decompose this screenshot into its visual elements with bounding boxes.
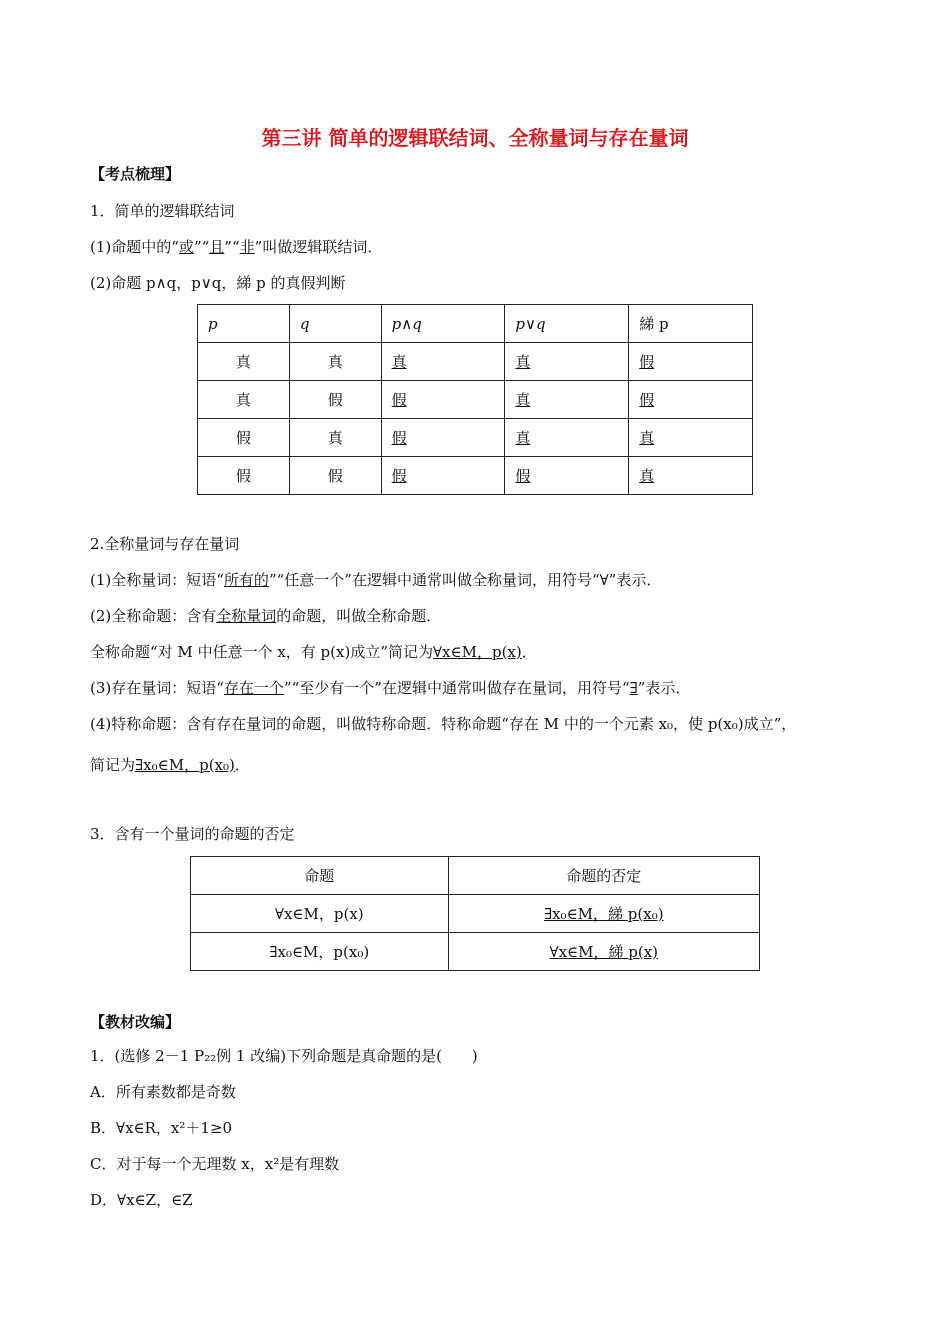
answer-and: 且 bbox=[209, 238, 225, 256]
text-fragment: ”“ bbox=[193, 238, 210, 256]
table-cell: 真 bbox=[505, 419, 629, 457]
table-cell: 假 bbox=[505, 457, 629, 495]
table-row bbox=[191, 933, 760, 971]
text-fragment: 简记为 bbox=[90, 756, 136, 774]
text-fragment: 的命题，叫做全称命题． bbox=[276, 607, 442, 625]
heading-logical-connectives: 1．简单的逻辑联结词 bbox=[90, 202, 235, 220]
table-cell: ∃x₀∈M，綈 p(x₀) bbox=[448, 895, 759, 933]
table-row bbox=[198, 419, 753, 457]
text-fragment: ”“至少有一个”在逻辑中通常叫做存在量词，用符号“ bbox=[283, 679, 630, 697]
table-header-cell: p bbox=[198, 305, 290, 343]
table-cell: 假 bbox=[629, 381, 753, 419]
table-cell: ∀x∈M，p(x) bbox=[191, 895, 449, 933]
table-cell: 真 bbox=[629, 457, 753, 495]
table-cell: 真 bbox=[198, 381, 290, 419]
table-cell: 假 bbox=[198, 457, 290, 495]
question-1: 1．(选修 2－1 P₂₂例 1 改编)下列命题是真命题的是( ) bbox=[90, 1047, 478, 1065]
negation-table bbox=[190, 856, 760, 971]
universal-proposition-line bbox=[90, 605, 441, 626]
answer-all: 所有的 bbox=[223, 571, 269, 589]
answer-there-exists: 存在一个 bbox=[223, 679, 284, 697]
table-cell: 假 bbox=[198, 419, 290, 457]
table-header-cell: p∨q bbox=[505, 305, 629, 343]
universal-quantifier-line bbox=[90, 569, 661, 590]
table-cell: 真 bbox=[198, 343, 290, 381]
table-cell: 真 bbox=[289, 419, 381, 457]
particular-notation-line bbox=[90, 754, 250, 775]
table-header-row bbox=[191, 857, 760, 895]
particular-proposition-line: (4)特称命题：含有存在量词的命题，叫做特称命题．特称命题“存在 M 中的一个元素 x₀，使 p(x₀)成立”， bbox=[90, 715, 797, 733]
table-header-cell: p∧q bbox=[381, 305, 505, 343]
text-fragment: 全称命题“对 M 中任意一个 x，有 p(x)成立”简记为 bbox=[90, 643, 433, 661]
text-fragment: ”叫做逻辑联结词． bbox=[254, 238, 383, 256]
option-c: C．对于每一个无理数 x，x²是有理数 bbox=[90, 1155, 340, 1173]
option-b: B．∀x∈R，x²＋1≥0 bbox=[90, 1119, 233, 1137]
truth-table bbox=[197, 304, 753, 495]
table-cell: 假 bbox=[629, 343, 753, 381]
text-fragment: ． bbox=[521, 643, 537, 661]
table-header-cell: 綈 p bbox=[629, 305, 753, 343]
answer-universal-notation: ∀x∈M，p(x) bbox=[433, 643, 522, 661]
truth-table-caption: (2)命题 p∧q，p∨q，綈 p 的真假判断 bbox=[90, 274, 346, 292]
text-fragment: ”“任意一个”在逻辑中通常叫做全称量词，用符号“∀”表示． bbox=[268, 571, 662, 589]
text-fragment: (1)命题中的“ bbox=[90, 238, 179, 256]
table-cell: 假 bbox=[289, 457, 381, 495]
table-header-cell: q bbox=[289, 305, 381, 343]
table-cell: 假 bbox=[289, 381, 381, 419]
table-cell: 真 bbox=[629, 419, 753, 457]
table-header-row bbox=[198, 305, 753, 343]
heading-quantifiers: 2.全称量词与存在量词 bbox=[90, 535, 240, 553]
section-header-textbook: 【教材改编】 bbox=[90, 1013, 181, 1031]
existential-quantifier-line bbox=[90, 677, 690, 698]
table-cell: 假 bbox=[381, 457, 505, 495]
table-cell: 真 bbox=[381, 343, 505, 381]
connectives-line bbox=[90, 236, 382, 257]
text-fragment: (1)全称量词：短语“ bbox=[90, 571, 224, 589]
answer-universal-quantifier: 全称量词 bbox=[216, 607, 277, 625]
table-row bbox=[198, 381, 753, 419]
table-cell: 假 bbox=[381, 419, 505, 457]
universal-notation-line bbox=[90, 641, 537, 662]
table-cell: 假 bbox=[381, 381, 505, 419]
table-row bbox=[198, 343, 753, 381]
answer-exists-symbol: ∃ bbox=[629, 679, 638, 697]
table-cell: 真 bbox=[289, 343, 381, 381]
table-cell: ∃x₀∈M，p(x₀) bbox=[191, 933, 449, 971]
table-cell: ∀x∈M，綈 p(x) bbox=[448, 933, 759, 971]
table-row bbox=[191, 895, 760, 933]
table-cell: 真 bbox=[505, 381, 629, 419]
section-header-key-points: 【考点梳理】 bbox=[90, 165, 181, 183]
table-row bbox=[198, 457, 753, 495]
table-cell: 真 bbox=[505, 343, 629, 381]
option-a: A．所有素数都是奇数 bbox=[90, 1083, 236, 1101]
text-fragment: ． bbox=[234, 756, 250, 774]
answer-or: 或 bbox=[178, 238, 194, 256]
page-title: 第三讲 简单的逻辑联结词、全称量词与存在量词 bbox=[261, 126, 689, 150]
answer-particular-notation: ∃x₀∈M，p(x₀) bbox=[135, 756, 235, 774]
text-fragment: ”“ bbox=[224, 238, 240, 256]
heading-negation: 3．含有一个量词的命题的否定 bbox=[90, 825, 295, 843]
answer-not: 非 bbox=[239, 238, 255, 256]
option-d: D．∀x∈Z，∈Z bbox=[90, 1191, 193, 1209]
text-fragment: ”表示． bbox=[637, 679, 691, 697]
text-fragment: (3)存在量词：短语“ bbox=[90, 679, 224, 697]
text-fragment: (2)全称命题：含有 bbox=[90, 607, 217, 625]
table-header-cell: 命题 bbox=[191, 857, 449, 895]
table-header-cell: 命题的否定 bbox=[448, 857, 759, 895]
